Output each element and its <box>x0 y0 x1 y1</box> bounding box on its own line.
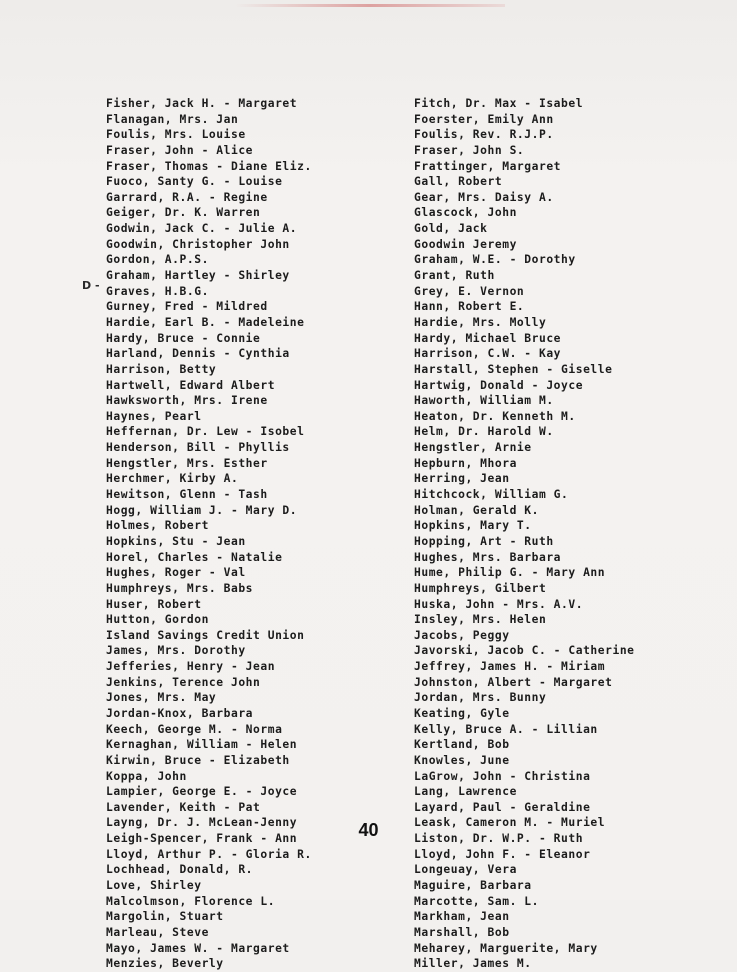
name-entry: Harland, Dennis - Cynthia <box>106 347 290 361</box>
name-entry: Hardy, Bruce - Connie <box>106 331 261 345</box>
name-entry: Holmes, Robert <box>106 519 209 533</box>
name-entry: Marcotte, Sam. L. <box>414 894 539 908</box>
name-entry: Fraser, Thomas - Diane Eliz. <box>106 159 312 173</box>
name-entry: Herchmer, Kirby A. <box>106 472 239 486</box>
name-entry: James, Mrs. Dorothy <box>106 644 246 658</box>
name-entry: Hewitson, Glenn - Tash <box>106 488 268 502</box>
name-entry: Love, Shirley <box>106 879 202 893</box>
name-entry: Jordan-Knox, Barbara <box>106 706 254 720</box>
name-entry: Hardie, Mrs. Molly <box>414 315 547 329</box>
name-entry: Graves, H.B.G. <box>106 284 209 298</box>
name-entry: Hepburn, Mhora <box>414 456 517 470</box>
name-entry: Longeuay, Vera <box>414 863 517 877</box>
name-entry: Kertland, Bob <box>414 738 510 752</box>
name-entry: Huser, Robert <box>106 597 202 611</box>
name-entry: Foerster, Emily Ann <box>414 112 554 126</box>
name-entry: Fitch, Dr. Max - Isabel <box>414 97 584 110</box>
name-entry: Hengstler, Mrs. Esther <box>106 456 268 470</box>
name-entry: Hopkins, Mary T. <box>414 519 532 533</box>
name-entry: Island Savings Credit Union <box>106 628 305 642</box>
name-entry: Hardy, Michael Bruce <box>414 331 562 345</box>
name-entry: Lochhead, Donald, R. <box>106 863 254 877</box>
name-entry: Keech, George M. - Norma <box>106 722 283 736</box>
name-entry: LaGrow, John - Christina <box>414 769 591 783</box>
name-entry: Jefferies, Henry - Jean <box>106 660 276 674</box>
name-entry: Gall, Robert <box>414 175 503 189</box>
name-entry: Heaton, Dr. Kenneth M. <box>414 409 576 423</box>
name-entry: Menzies, Beverly <box>106 957 224 971</box>
name-entry: Henderson, Bill - Phyllis <box>106 441 290 455</box>
name-entry: Foulis, Rev. R.J.P. <box>414 128 554 142</box>
name-entry: Layng, Dr. J. McLean-Jenny <box>106 816 298 830</box>
name-entry: Grant, Ruth <box>414 269 495 283</box>
name-entry: Heffernan, Dr. Lew - Isobel <box>106 425 305 439</box>
name-entry: Hardie, Earl B. - Madeleine <box>106 315 305 329</box>
name-entry: Gordon, A.P.S. <box>106 253 209 267</box>
name-entry: Kirwin, Bruce - Elizabeth <box>106 753 290 767</box>
name-entry: Hengstler, Arnie <box>414 441 532 455</box>
name-entry: Leigh-Spencer, Frank - Ann <box>106 832 298 846</box>
name-entry: Helm, Dr. Harold W. <box>414 425 554 439</box>
top-edge-mark <box>235 4 505 7</box>
name-entry: Meharey, Marguerite, Mary <box>414 941 598 955</box>
margin-annotation: D - <box>82 279 100 292</box>
name-entry: Harrison, Betty <box>106 362 217 376</box>
name-entry: Lavender, Keith - Pat <box>106 800 261 814</box>
name-entry: Knowles, June <box>414 753 510 767</box>
name-entry: Fisher, Jack H. - Margaret <box>106 97 298 110</box>
name-entry: Insley, Mrs. Helen <box>414 613 547 627</box>
name-entry: Hopping, Art - Ruth <box>414 534 554 548</box>
name-entry: Lloyd, Arthur P. - Gloria R. <box>106 847 312 861</box>
name-entry: Hopkins, Stu - Jean <box>106 534 246 548</box>
name-entry: Kelly, Bruce A. - Lillian <box>414 722 598 736</box>
name-entry: Gurney, Fred - Mildred <box>106 300 268 314</box>
name-entry: Frattinger, Margaret <box>414 159 562 173</box>
name-entry: Herring, Jean <box>414 472 510 486</box>
name-entry: Holman, Gerald K. <box>414 503 539 517</box>
name-entry: Glascock, John <box>414 206 517 220</box>
name-entry: Liston, Dr. W.P. - Ruth <box>414 832 584 846</box>
name-entry: Geiger, Dr. K. Warren <box>106 206 261 220</box>
name-entry: Foulis, Mrs. Louise <box>106 128 246 142</box>
name-entry: Hughes, Roger - Val <box>106 566 246 580</box>
name-entry: Gold, Jack <box>414 222 488 236</box>
name-entry: Johnston, Albert - Margaret <box>414 675 613 689</box>
name-entry: Keating, Gyle <box>414 706 510 720</box>
name-entry: Jacobs, Peggy <box>414 628 510 642</box>
name-entry: Hughes, Mrs. Barbara <box>414 550 562 564</box>
name-entry: Hartwell, Edward Albert <box>106 378 276 392</box>
name-entry: Humphreys, Gilbert <box>414 581 547 595</box>
name-entry: Hawksworth, Mrs. Irene <box>106 394 268 408</box>
name-entry: Hann, Robert E. <box>414 300 525 314</box>
name-entry: Marleau, Steve <box>106 925 209 939</box>
name-entry: Lloyd, John F. - Eleanor <box>414 847 591 861</box>
name-entry: Hogg, William J. - Mary D. <box>106 503 298 517</box>
name-entry: Layard, Paul - Geraldine <box>414 800 591 814</box>
name-entry: Huska, John - Mrs. A.V. <box>414 597 584 611</box>
name-entry: Jones, Mrs. May <box>106 691 217 705</box>
name-entry: Marshall, Bob <box>414 925 510 939</box>
name-entry: Graham, Hartley - Shirley <box>106 269 290 283</box>
name-entry: Humphreys, Mrs. Babs <box>106 581 254 595</box>
name-entry: Miller, James M. <box>414 957 532 971</box>
name-entry: Goodwin, Christopher John <box>106 237 290 251</box>
name-entry: Haworth, William M. <box>414 394 554 408</box>
name-entry: Kernaghan, William - Helen <box>106 738 298 752</box>
name-entry: Garrard, R.A. - Regine <box>106 190 268 204</box>
name-entry: Godwin, Jack C. - Julie A. <box>106 222 298 236</box>
name-entry: Hutton, Gordon <box>106 613 209 627</box>
name-entry: Horel, Charles - Natalie <box>106 550 283 564</box>
name-entry: Mayo, James W. - Margaret <box>106 941 290 955</box>
name-entry: Malcolmson, Florence L. <box>106 894 276 908</box>
name-entry: Harrison, C.W. - Kay <box>414 347 562 361</box>
name-entry: Grey, E. Vernon <box>414 284 525 298</box>
name-entry: Lang, Lawrence <box>414 785 517 799</box>
name-entry: Gear, Mrs. Daisy A. <box>414 190 554 204</box>
name-entry: Javorski, Jacob C. - Catherine <box>414 644 635 658</box>
name-entry: Hartwig, Donald - Joyce <box>414 378 584 392</box>
name-entry: Koppa, John <box>106 769 187 783</box>
name-entry: Goodwin Jeremy <box>414 237 517 251</box>
name-entry: Lampier, George E. - Joyce <box>106 785 298 799</box>
name-entry: Harstall, Stephen - Giselle <box>414 362 613 376</box>
name-entry: Jordan, Mrs. Bunny <box>414 691 547 705</box>
name-entry: Markham, Jean <box>414 910 510 924</box>
page-number: 40 <box>358 820 379 840</box>
name-entry: Fraser, John S. <box>414 143 525 157</box>
name-entry: Flanagan, Mrs. Jan <box>106 112 239 126</box>
name-entry: Graham, W.E. - Dorothy <box>414 253 576 267</box>
name-entry: Margolin, Stuart <box>106 910 224 924</box>
name-entry: Fuoco, Santy G. - Louise <box>106 175 283 189</box>
name-entry: Hitchcock, William G. <box>414 488 569 502</box>
name-entry: Jeffrey, James H. - Miriam <box>414 660 606 674</box>
name-entry: Hume, Philip G. - Mary Ann <box>414 566 606 580</box>
name-entry: Maguire, Barbara <box>414 879 532 893</box>
name-entry: Jenkins, Terence John <box>106 675 261 689</box>
name-entry: Haynes, Pearl <box>106 409 202 423</box>
name-entry: Leask, Cameron M. - Muriel <box>414 816 606 830</box>
name-entry: Fraser, John - Alice <box>106 143 254 157</box>
